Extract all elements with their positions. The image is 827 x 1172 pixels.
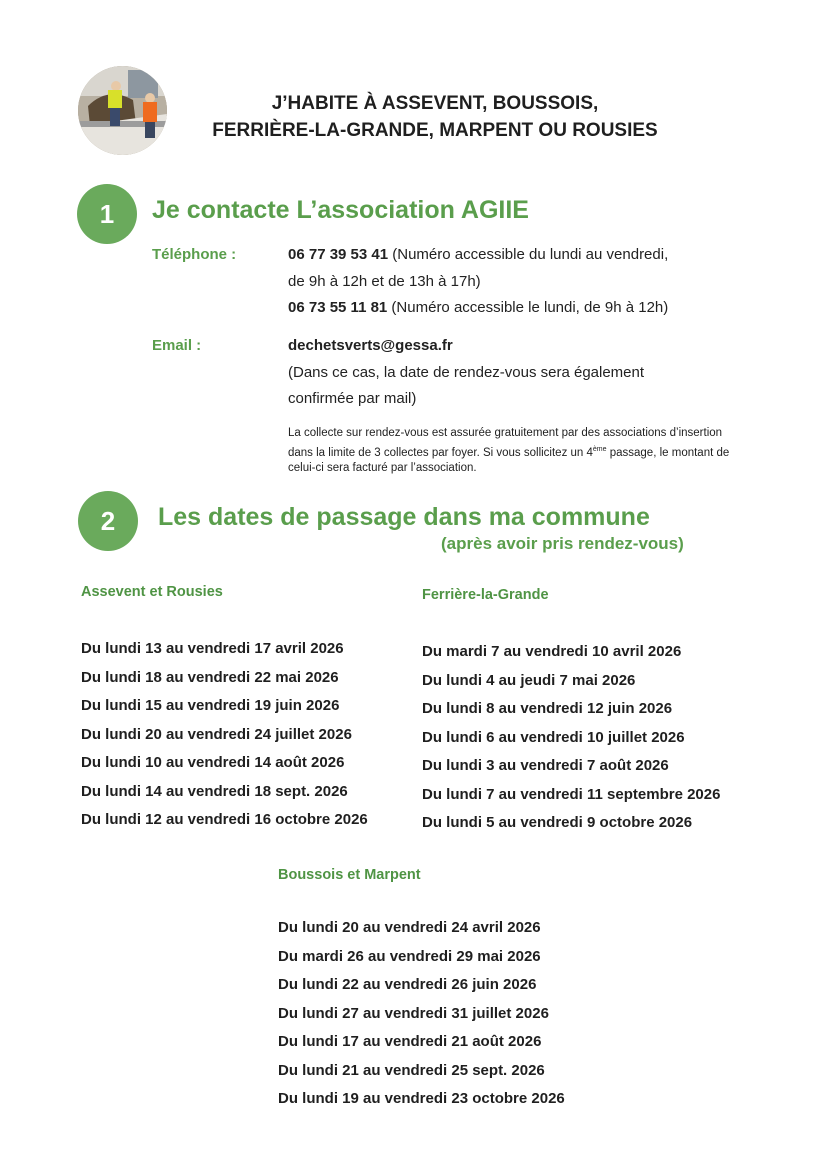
date-item: Du lundi 10 au vendredi 14 août 2026 <box>81 754 345 771</box>
date-item: Du lundi 14 au vendredi 18 sept. 2026 <box>81 782 348 800</box>
step-2-heading: Les dates de passage dans ma commune <box>158 503 650 531</box>
collection-note <box>288 426 748 476</box>
date-item: Du lundi 27 au vendredi 31 juillet 2026 <box>278 1004 549 1022</box>
page-title-line-2: FERRIÈRE-LA-GRANDE, MARPENT OU ROUSIES <box>212 120 658 141</box>
step-1-badge: 1 <box>77 184 137 244</box>
date-item: Du lundi 7 au vendredi 11 septembre 2026 <box>422 785 721 803</box>
date-item: Du lundi 4 au jeudi 7 mai 2026 <box>422 671 636 689</box>
collection-note-part-2: passage, le montant de celui-ci sera facturé par l’association. <box>288 446 730 474</box>
date-item: Du lundi 20 au vendredi 24 avril 2026 <box>278 919 541 936</box>
ferriere-la-grande-title: Ferrière-la-Grande <box>422 587 549 603</box>
date-item: Du lundi 21 au vendredi 25 sept. 2026 <box>278 1061 545 1079</box>
ferriere-la-grande-dates <box>422 638 720 838</box>
email-note-line-1: (Dans ce cas, la date de rendez-vous sera également <box>288 364 645 381</box>
collection-note-part-1: La collecte sur rendez-vous est assurée gratuitement par des associations d’insertion dans la limite de 3 collectes par foyer. Si vous sollicitez un 4 <box>288 427 723 459</box>
date-item: Du lundi 17 au vendredi 21 août 2026 <box>278 1033 542 1050</box>
phone-1-line <box>288 246 668 263</box>
page-title-line-1: J’HABITE À ASSEVENT, BOUSSOIS, <box>271 93 599 114</box>
date-item: Du lundi 12 au vendredi 16 octobre 2026 <box>81 811 368 828</box>
date-item: Du lundi 5 au vendredi 9 octobre 2026 <box>422 814 693 831</box>
date-item: Du lundi 13 au vendredi 17 avril 2026 <box>81 640 344 657</box>
page-title <box>180 90 690 144</box>
phone-1-hours: de 9h à 12h et de 13h à 17h) <box>288 273 481 290</box>
workers-loading-green-waste-photo-icon <box>78 66 167 155</box>
date-item: Du lundi 19 au vendredi 23 octobre 2026 <box>278 1090 565 1107</box>
phone-label: Téléphone : <box>152 246 237 263</box>
date-item: Du lundi 20 au vendredi 24 juillet 2026 <box>81 725 352 743</box>
step-1-heading: Je contacte L’association AGIIE <box>152 196 529 224</box>
workers-photo <box>78 66 167 155</box>
date-item: Du lundi 22 au vendredi 26 juin 2026 <box>278 976 537 993</box>
date-item: Du lundi 8 au vendredi 12 juin 2026 <box>422 700 673 717</box>
assevent-rousies-dates <box>81 635 368 835</box>
boussois-marpent-title: Boussois et Marpent <box>278 867 421 883</box>
date-item: Du lundi 3 au vendredi 7 août 2026 <box>422 757 669 774</box>
date-item: Du mardi 26 au vendredi 29 mai 2026 <box>278 947 541 965</box>
email-label: Email : <box>152 337 202 354</box>
step-2-badge: 2 <box>78 491 138 551</box>
boussois-marpent-dates <box>278 914 565 1114</box>
phone-2-desc: (Numéro accessible le lundi, de 9h à 12h) <box>387 299 669 316</box>
phone-2-line <box>288 299 668 316</box>
step-2-subheading: (après avoir pris rendez-vous) <box>441 534 684 553</box>
date-item: Du lundi 18 au vendredi 22 mai 2026 <box>81 668 339 686</box>
assevent-rousies-title: Assevent et Rousies <box>81 584 223 600</box>
date-item: Du mardi 7 au vendredi 10 avril 2026 <box>422 643 682 660</box>
email-value[interactable]: dechetsverts@gessa.fr <box>288 337 453 354</box>
email-note-line-2: confirmée par mail) <box>288 390 417 407</box>
phone-1-desc: (Numéro accessible du lundi au vendredi, <box>388 246 669 263</box>
date-item: Du lundi 6 au vendredi 10 juillet 2026 <box>422 728 685 746</box>
email-address[interactable] <box>288 337 453 354</box>
phone-1-number[interactable]: 06 77 39 53 41 <box>288 246 389 263</box>
phone-2-number[interactable]: 06 73 55 11 81 <box>288 299 388 316</box>
collection-note-superscript: ème <box>592 445 607 453</box>
date-item: Du lundi 15 au vendredi 19 juin 2026 <box>81 697 340 714</box>
